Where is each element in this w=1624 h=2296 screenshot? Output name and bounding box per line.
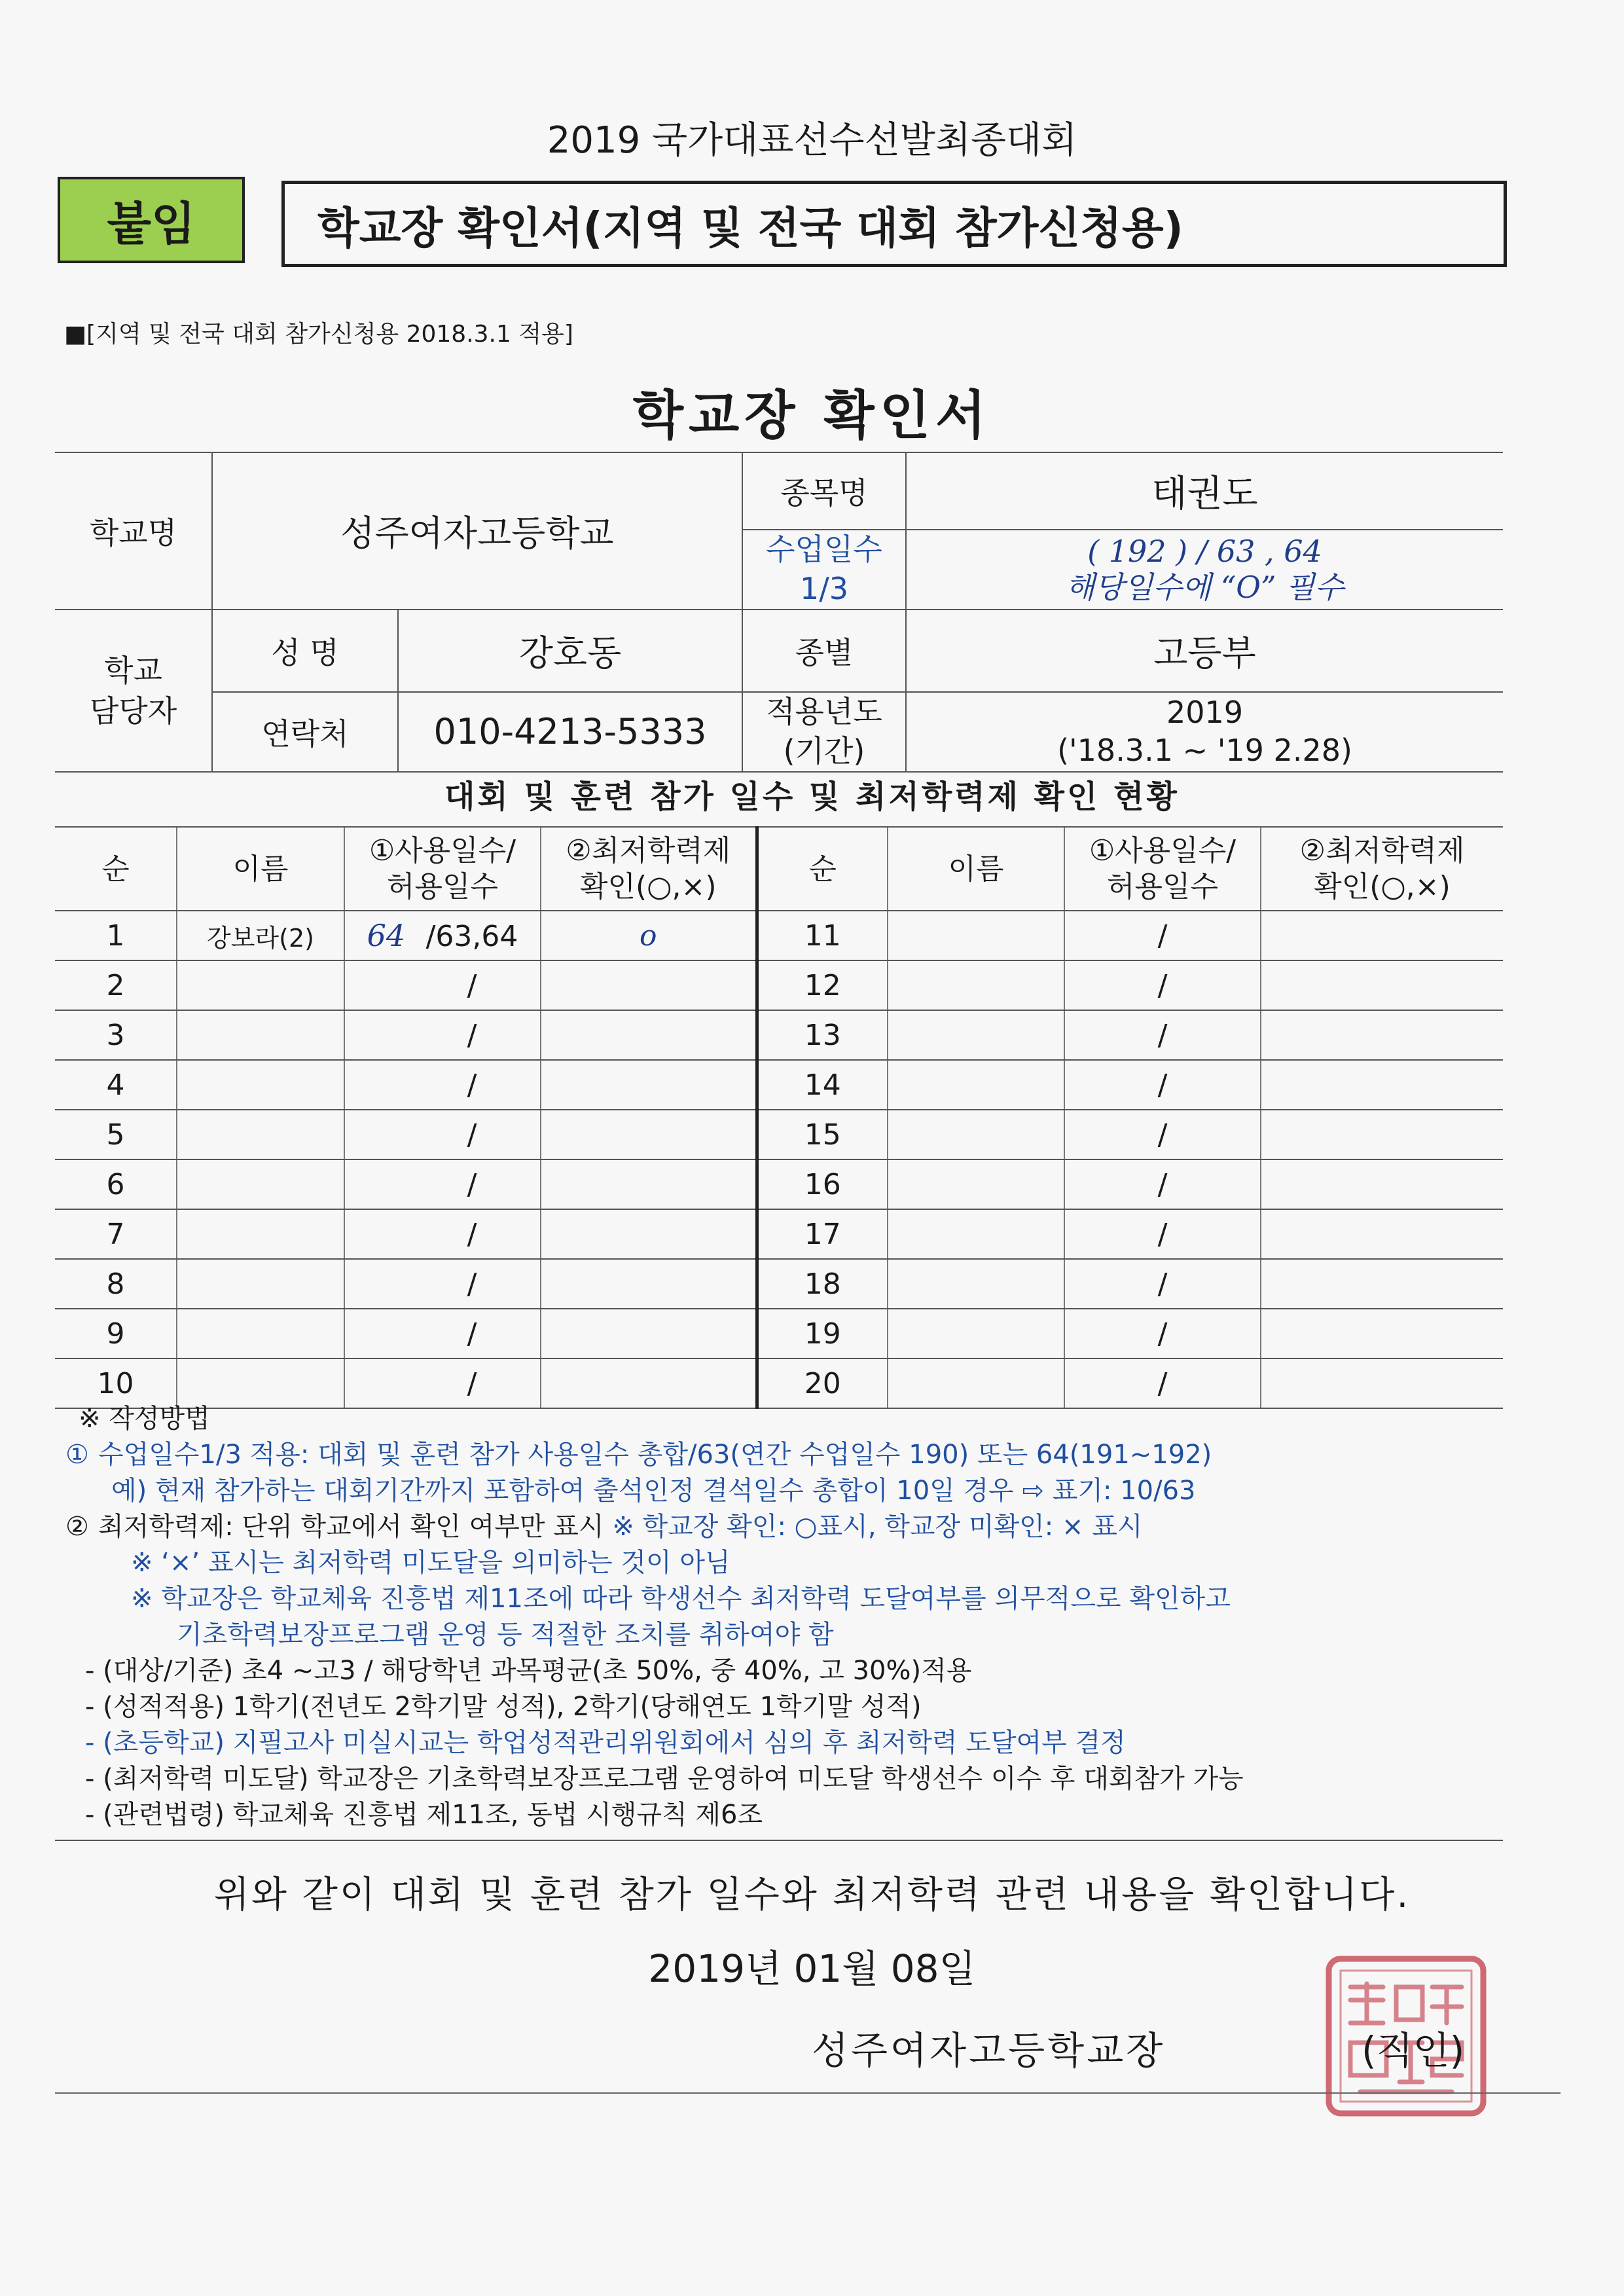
- roster-row: [55, 1209, 1503, 1259]
- row-used: [344, 1309, 541, 1358]
- classdays-label-2: 1/3: [799, 570, 849, 606]
- row-check: [541, 1309, 757, 1358]
- name-value: 강호동: [398, 610, 742, 692]
- roster-row: [55, 1259, 1503, 1309]
- header-no-right: 순: [757, 827, 888, 911]
- row-check: [541, 1259, 757, 1309]
- row-used: /: [1064, 1259, 1261, 1309]
- contact-label-2: 담당자: [89, 693, 177, 729]
- document-title: 학교장 확인서: [632, 385, 992, 446]
- row-used: [344, 960, 541, 1010]
- row-used: [344, 911, 541, 960]
- year-value: 2019: [1166, 695, 1244, 731]
- row-name: [888, 1110, 1064, 1159]
- row-no: 1: [55, 911, 177, 960]
- row-name: [888, 1209, 1064, 1259]
- event-label: 종목명: [742, 452, 906, 530]
- row-no: 4: [55, 1060, 177, 1110]
- row-no: 9: [55, 1309, 177, 1358]
- row-used-handwritten: 64: [367, 918, 406, 953]
- row-used: [344, 1060, 541, 1110]
- row-name: [177, 1060, 344, 1110]
- row-used: [344, 1010, 541, 1060]
- row-check: [1261, 1010, 1503, 1060]
- criteria-line: - (대상/기준) 초4 ~고3 / 해당학년 과목평균(초 50%, 중 40%, 고 30%)적용: [85, 1656, 972, 1686]
- roster-row: [55, 960, 1503, 1010]
- row-no: 6: [55, 1159, 177, 1209]
- roster-row: [55, 1060, 1503, 1110]
- instructions-divider: [55, 1840, 1503, 1841]
- row-no: 15: [757, 1110, 888, 1159]
- row-no: 3: [55, 1010, 177, 1060]
- row-name: [888, 1010, 1064, 1060]
- header-check-1-right: ②최저학력제: [1299, 834, 1465, 867]
- row-no: 12: [757, 960, 888, 1010]
- item1-line2: 예) 현재 참가하는 대회기간까지 포함하여 출석인정 결석일수 총합이 10일 경우 ⇨ 표기: 10/63: [111, 1476, 1196, 1506]
- row-name: [177, 1259, 344, 1309]
- attach-label: 붙임: [58, 177, 245, 263]
- row-no: 16: [757, 1159, 888, 1209]
- school-name-label: 학교명: [55, 452, 212, 610]
- row-check: [541, 1060, 757, 1110]
- row-name: [177, 960, 344, 1010]
- row-used: /: [1064, 1110, 1261, 1159]
- row-no: 2: [55, 960, 177, 1010]
- row-no: 7: [55, 1209, 177, 1259]
- roster-row: [55, 1159, 1503, 1209]
- year-period: ('18.3.1 ~ '19 2.28): [1057, 732, 1352, 768]
- row-check: [1261, 911, 1503, 960]
- item1-line1: 수업일수1/3 적용: 대회 및 훈련 참가 사용일수 총합/63(연간 수업일수 190) 또는 64(191~192): [98, 1440, 1212, 1470]
- header-name: 이름: [177, 827, 344, 911]
- issue-date: 2019년 01월 08일: [648, 1946, 976, 1991]
- info-table: [55, 452, 1503, 773]
- instructions-heading: ※ 작성방법: [79, 1404, 210, 1434]
- classdays-note: 해당일수에 “O” 필수: [1065, 569, 1344, 605]
- row-used: /: [1064, 1159, 1261, 1209]
- row-used: /: [1064, 911, 1261, 960]
- row-used-allowed: /: [467, 968, 477, 1002]
- row-used: /: [1064, 960, 1261, 1010]
- division-label: 종별: [742, 610, 906, 692]
- item2-line4: 기초학력보장프로그램 운영 등 적절한 조치를 취하여야 함: [177, 1620, 834, 1650]
- row-used: /: [1064, 1010, 1261, 1060]
- row-used: [344, 1209, 541, 1259]
- row-check: [1261, 1259, 1503, 1309]
- row-check: o: [541, 911, 757, 960]
- row-name: [888, 960, 1064, 1010]
- classdays-label-1: 수업일수: [766, 532, 882, 567]
- row-check: [1261, 1309, 1503, 1358]
- row-no: 19: [757, 1309, 888, 1358]
- school-name-value: 성주여자고등학교: [212, 452, 742, 610]
- row-name: [177, 1159, 344, 1209]
- row-check: [1261, 960, 1503, 1010]
- row-no: 20: [757, 1358, 888, 1408]
- row-no: 13: [757, 1010, 888, 1060]
- instructions: [65, 1401, 1571, 1833]
- row-name: [888, 1159, 1064, 1209]
- row-check: [541, 1010, 757, 1060]
- row-name: [888, 1309, 1064, 1358]
- row-used-allowed: /: [467, 1118, 477, 1152]
- item2-line2: ※ ‘×’ 표시는 최저학력 미도달을 의미하는 것이 아님: [131, 1548, 731, 1578]
- item2-line1a: 최저학력제: 단위 학교에서 확인 여부만 표시: [98, 1512, 613, 1542]
- row-check: [541, 1209, 757, 1259]
- header-name-right: 이름: [888, 827, 1064, 911]
- roster-header-row: [55, 827, 1503, 911]
- row-used-allowed: /: [467, 1217, 477, 1251]
- principal-title: 성주여자고등학교장: [812, 2028, 1166, 2073]
- grades-line: - (성적적용) 1학기(전년도 2학기말 성적), 2학기(당해연도 1학기말 성적): [85, 1692, 922, 1722]
- phone-label: 연락처: [212, 692, 398, 772]
- row-no: 17: [757, 1209, 888, 1259]
- row-name: [177, 1209, 344, 1259]
- confirmation-text: 위와 같이 대회 및 훈련 참가 일수와 최저학력 관련 내용을 확인합니다.: [213, 1874, 1411, 1916]
- row-used: /: [1064, 1309, 1261, 1358]
- row-no: 11: [757, 911, 888, 960]
- row-check: [1261, 1159, 1503, 1209]
- elementary-line: - (초등학교) 지필고사 미실시교는 학업성적관리위원회에서 심의 후 최저학력 도달여부 결정: [85, 1728, 1126, 1758]
- row-no: 14: [757, 1060, 888, 1110]
- seal-label: (직인): [1362, 2028, 1465, 2073]
- roster-table: [55, 826, 1503, 1409]
- row-used-allowed: /: [467, 1068, 477, 1102]
- header-check-2: 확인(○,×): [579, 870, 717, 903]
- row-used: /: [1064, 1358, 1261, 1408]
- name-label: 성 명: [212, 610, 398, 692]
- row-check: [541, 1110, 757, 1159]
- header-used-2-right: 허용일수: [1106, 870, 1218, 903]
- row-name: [177, 1110, 344, 1159]
- year-label-1: 적용년도: [766, 693, 882, 729]
- item2-line3: ※ 학교장은 학교체육 진흥법 제11조에 따라 학생선수 최저학력 도달여부를 의무적으로 확인하고: [131, 1584, 1231, 1614]
- row-name: [177, 1010, 344, 1060]
- row-no: 18: [757, 1259, 888, 1309]
- row-no: 5: [55, 1110, 177, 1159]
- row-used-allowed: /: [467, 1317, 477, 1351]
- row-no: 10: [55, 1358, 177, 1408]
- row-used-allowed: /: [467, 1018, 477, 1052]
- roster-row: [55, 1110, 1503, 1159]
- signature-underline: [55, 2092, 1561, 2094]
- roster-row: [55, 911, 1503, 960]
- row-used: /: [1064, 1060, 1261, 1110]
- row-used: [344, 1110, 541, 1159]
- row-check: [1261, 1060, 1503, 1110]
- row-check: [541, 960, 757, 1010]
- event-value: 태권도: [906, 452, 1503, 530]
- row-name: [177, 1309, 344, 1358]
- row-name: [888, 1259, 1064, 1309]
- row-name: [888, 1060, 1064, 1110]
- related-law-line: - (관련법령) 학교체육 진흥법 제11조, 동법 시행규칙 제6조: [85, 1800, 763, 1830]
- row-used: /: [1064, 1209, 1261, 1259]
- header-used-1: ①사용일수/: [369, 834, 516, 867]
- roster-row: [55, 1309, 1503, 1358]
- item1-number: ①: [65, 1440, 89, 1470]
- division-value: 고등부: [906, 610, 1503, 692]
- header-check-1: ②최저학력제: [566, 834, 731, 867]
- header-used-2: 허용일수: [386, 870, 498, 903]
- year-label-2: (기간): [783, 733, 865, 769]
- applicability-note: ■[지역 및 전국 대회 참가신청용 2018.3.1 적용]: [64, 321, 573, 348]
- item2-number: ②: [65, 1512, 89, 1542]
- row-used-allowed: /: [467, 1167, 477, 1201]
- row-name: 강보라(2): [177, 911, 344, 960]
- attach-title: 학교장 확인서(지역 및 전국 대회 참가신청용): [281, 181, 1507, 267]
- item2-line1b: ※ 학교장 확인: ○표시, 학교장 미확인: × 표시: [612, 1512, 1143, 1542]
- row-check: [1261, 1110, 1503, 1159]
- row-no: 8: [55, 1259, 177, 1309]
- event-line: 2019 국가대표선수선발최종대회: [547, 119, 1077, 162]
- row-used-allowed: /63,64: [425, 920, 518, 953]
- row-used: [344, 1259, 541, 1309]
- row-check: [541, 1159, 757, 1209]
- below-minimum-line: - (최저학력 미도달) 학교장은 기초학력보장프로그램 운영하여 미도달 학생선수 이수 후 대회참가 가능: [85, 1764, 1244, 1794]
- roster-row: [55, 1010, 1503, 1060]
- classdays-value: ( 192 ) / 63 , 64: [1087, 533, 1322, 569]
- phone-value: 010-4213-5333: [398, 692, 742, 772]
- row-used-allowed: /: [467, 1267, 477, 1301]
- row-used-allowed: /: [467, 1366, 477, 1400]
- row-check: [1261, 1209, 1503, 1259]
- row-used: [344, 1159, 541, 1209]
- row-name: [888, 911, 1064, 960]
- contact-label-1: 학교: [104, 652, 162, 688]
- header-used-1-right: ①사용일수/: [1089, 834, 1236, 867]
- header-no: 순: [55, 827, 177, 911]
- status-title: 대회 및 훈련 참가 일수 및 최저학력제 확인 현황: [444, 778, 1180, 815]
- header-check-2-right: 확인(○,×): [1314, 870, 1451, 903]
